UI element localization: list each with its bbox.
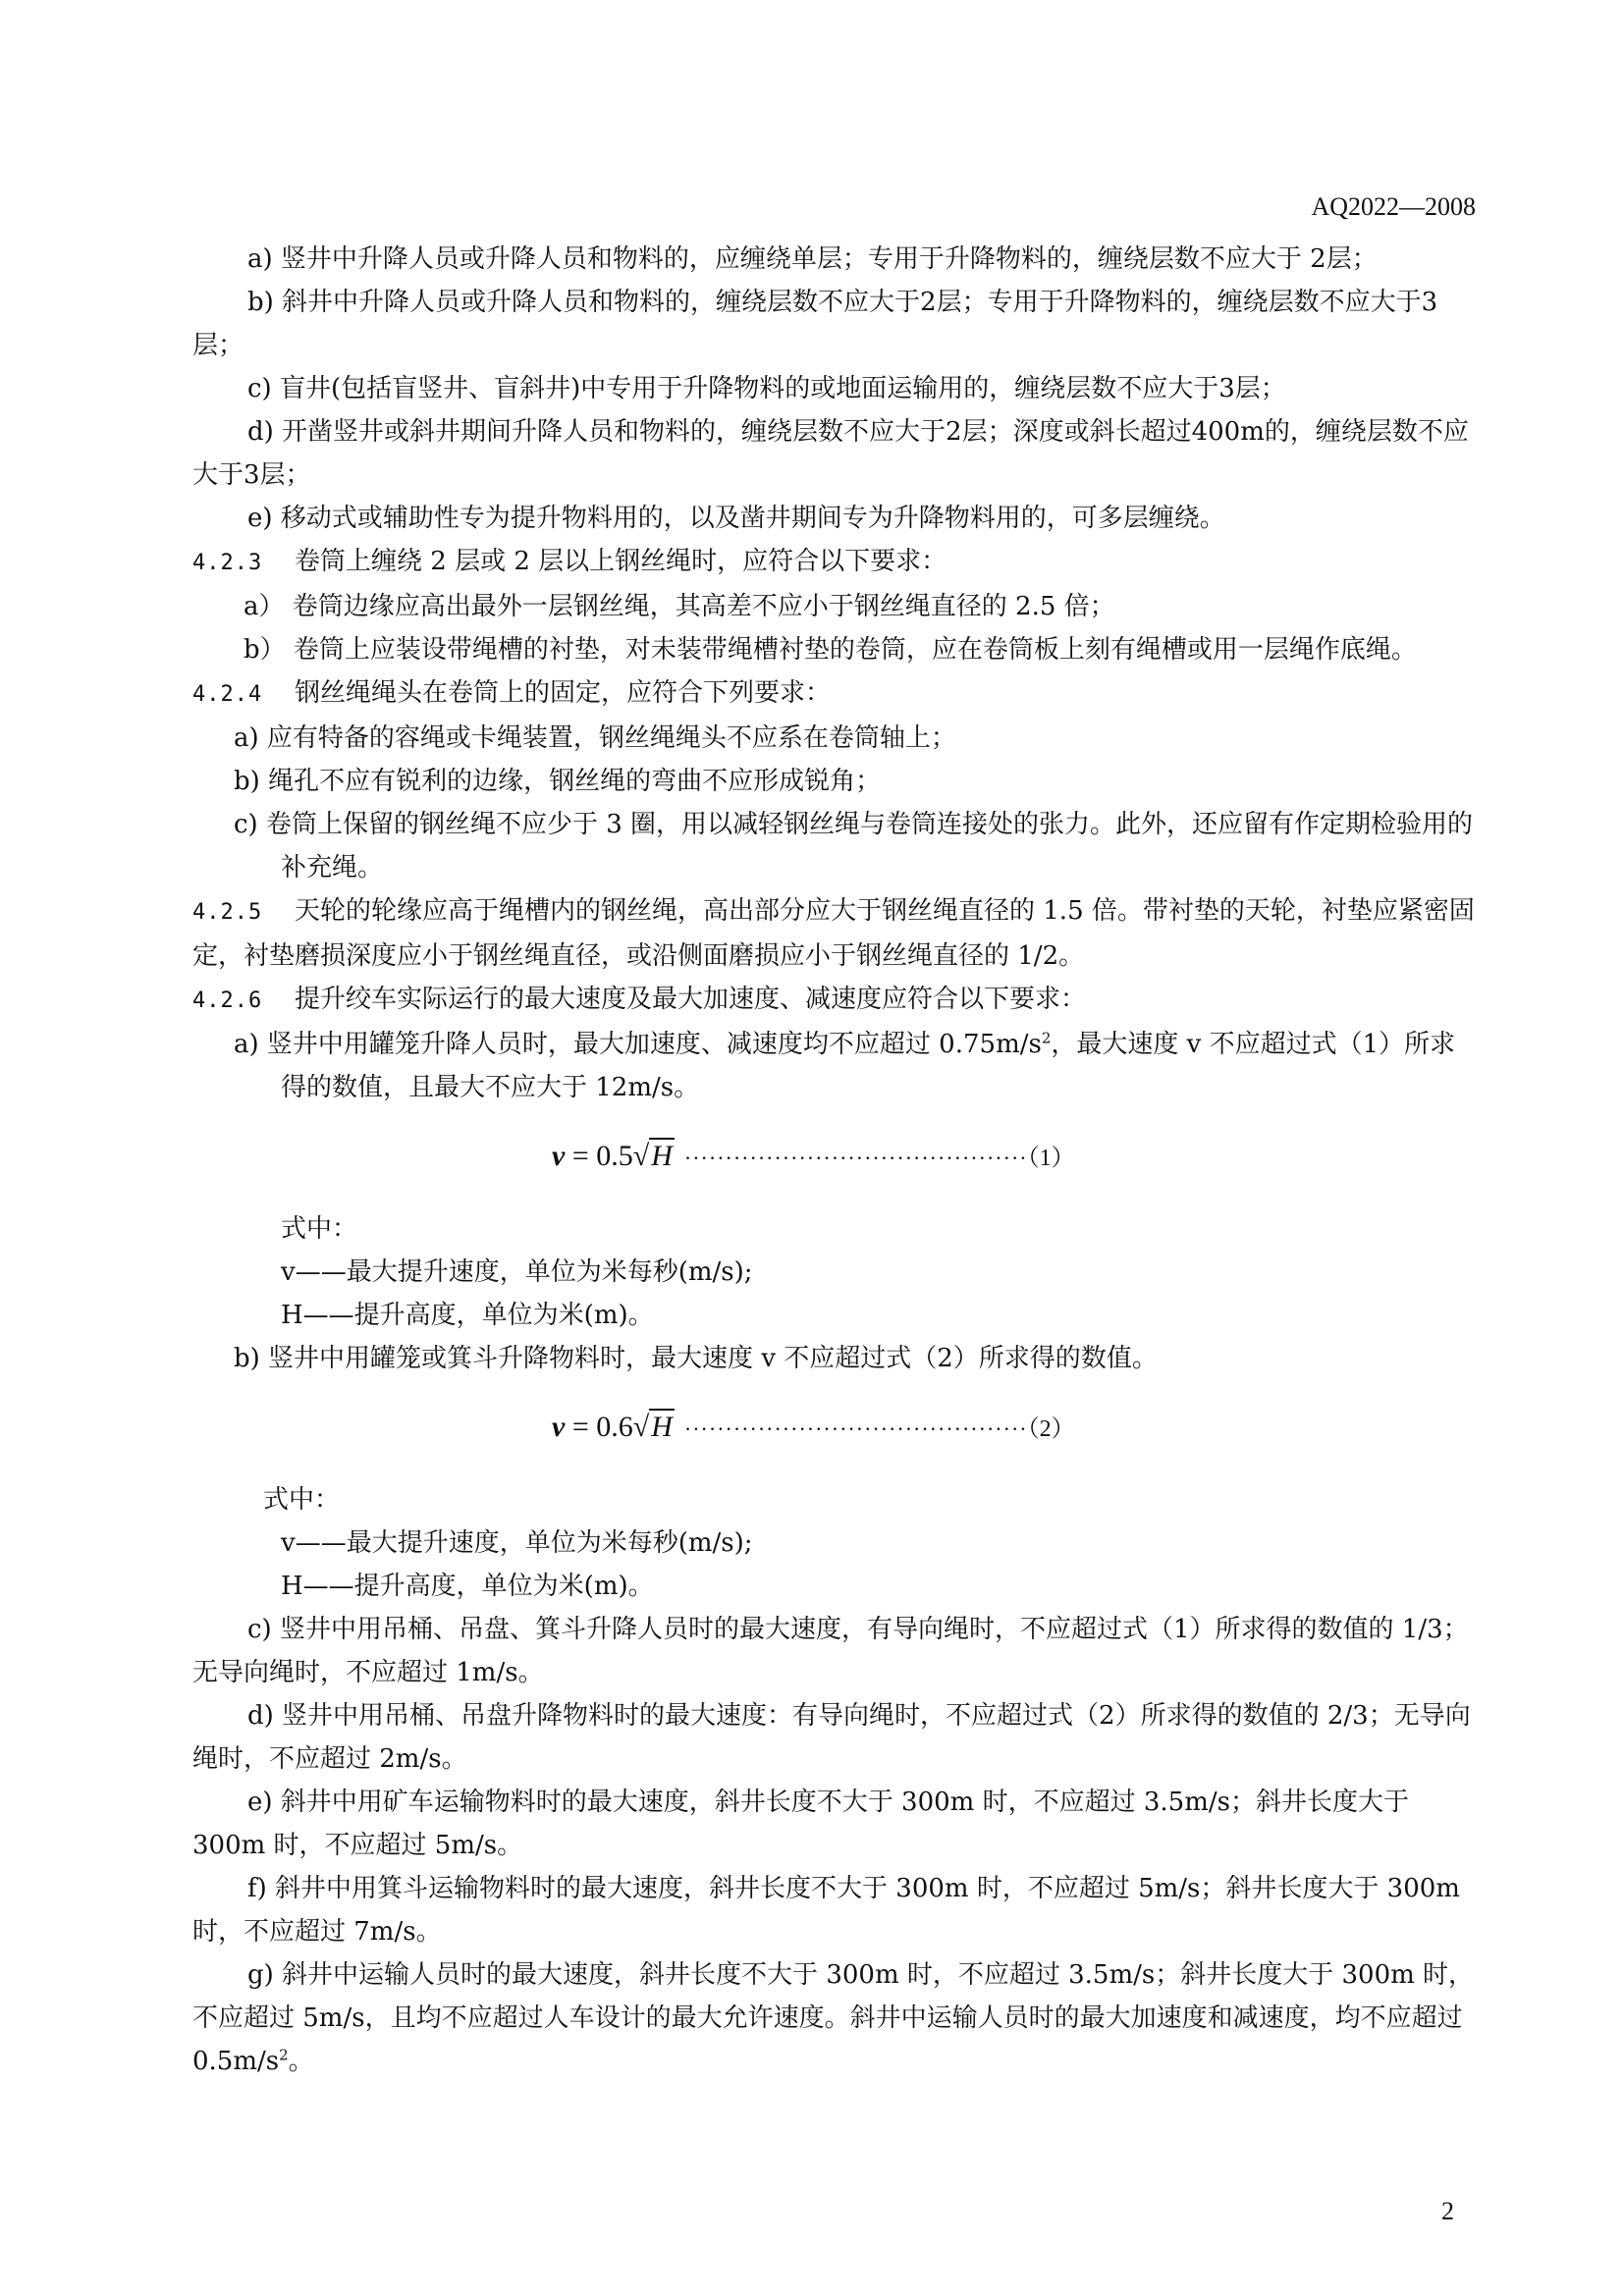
equation-number: （2） xyxy=(1027,1416,1075,1442)
formula-coefficient: = 0.6 xyxy=(565,1411,633,1443)
section-text: 卷筒上缠绕 2 层或 2 层以上钢丝绳时，应符合以下要求： xyxy=(295,547,947,576)
section-4-2-4 xyxy=(192,671,1477,717)
section-number: 4.2.3 xyxy=(192,551,263,575)
formula-radicand: H xyxy=(651,1411,673,1443)
list-item-speed-e: e) 斜井中用矿车运输物料时的最大速度，斜井长度不大于 300m 时，不应超过 3.5m/s；斜井长度大于 300m 时，不应超过 5m/s。 xyxy=(192,1788,1409,1860)
list-item xyxy=(192,628,1477,671)
formula-leader: ·········································· xyxy=(683,1416,1028,1441)
section-4-2-5 xyxy=(192,889,1477,978)
where-label: 式中： xyxy=(263,1485,341,1515)
paragraph-a-single-layer: a) 竖井中升降人员或升降人员和物料的，应缠绕单层；专用于升降物料的，缠绕层数不应大于 2层； xyxy=(247,244,1378,274)
list-label: a) xyxy=(234,723,259,753)
where-label: 式中： xyxy=(281,1214,358,1244)
document-code: AQ2022—2008 xyxy=(1311,192,1476,221)
list-label: b） xyxy=(243,635,286,665)
list-item-speed-d: d) 竖井中用吊桶、吊盘升降物料时的最大速度：有导向绳时，不应超过式（2）所求得的数值的 2/3；无导向绳时，不应超过 2m/s。 xyxy=(192,1701,1471,1774)
equation-number: （1） xyxy=(1027,1146,1075,1171)
list-item xyxy=(192,803,1477,889)
sqrt-symbol: √H xyxy=(632,1140,673,1172)
definition-v: v——最大提升速度，单位为米每秒(m/s); xyxy=(281,1257,753,1287)
sqrt-symbol: √H xyxy=(632,1411,673,1443)
list-item-speed-g xyxy=(192,1953,1477,2083)
formula-1 xyxy=(192,1131,1477,1184)
list-item xyxy=(192,760,1477,803)
formula-lhs: v xyxy=(552,1411,566,1443)
list-label: a) xyxy=(234,1030,259,1059)
paragraph-d-sinking: d) 开凿竖井或斜井期间升降人员和物料的，缠绕层数不应大于2层；深度或斜长超过400m的，缠绕层数不应大于3层； xyxy=(192,417,1469,490)
section-number: 4.2.4 xyxy=(192,682,263,707)
list-text: g) 斜井中运输人员时的最大速度，斜井长度不大于 300m 时，不应超过 3.5m/s；斜井长度大于 300m 时，不应超过 5m/s，且均不应超过人车设计的最大允许速度。斜井中运输人员时的最大加速度和减速度，均不应超过 0.5m/s xyxy=(192,1960,1475,2076)
list-text: 绳孔不应有锐利的边缘，钢丝绳的弯曲不应形成锐角； xyxy=(268,767,882,796)
definition-v: v——最大提升速度，单位为米每秒(m/s); xyxy=(281,1528,753,1558)
section-text: 天轮的轮缘应高于绳槽内的钢丝绳，高出部分应大于钢丝绳直径的 1.5 倍。带衬垫的天轮，衬垫应紧密固定，衬垫磨损深度应小于钢丝绳直径，或沿侧面磨损应小于钢丝绳直径的 1/2。 xyxy=(192,896,1475,971)
list-text: 卷筒上应装设带绳槽的衬垫，对未装带绳槽衬垫的卷筒，应在卷筒板上刻有绳槽或用一层绳作底绳。 xyxy=(293,635,1417,665)
list-item-speed-f: f) 斜井中用箕斗运输物料时的最大速度，斜井长度不大于 300m 时，不应超过 5m/s；斜井长度大于 300m 时，不应超过 7m/s。 xyxy=(192,1874,1460,1947)
list-text: 竖井中用罐笼升降人员时，最大加速度、减速度均不应超过 0.75m/s xyxy=(266,1030,1042,1059)
definition-h: H——提升高度，单位为米(m)。 xyxy=(281,1572,654,1601)
page-number: 2 xyxy=(1441,2197,1454,2225)
list-text-cont: 。 xyxy=(288,2047,314,2076)
formula-coefficient: = 0.5 xyxy=(565,1140,633,1172)
paragraph-e-multilayer: e) 移动式或辅助性专为提升物料用的，以及凿井期间专为升降物料用的，可多层缠绕。 xyxy=(247,504,1225,533)
section-4-2-6 xyxy=(192,978,1477,1023)
list-label: b) xyxy=(234,767,260,796)
list-text: 卷筒上保留的钢丝绳不应少于 3 圈，用以减轻钢丝绳与卷筒连接处的张力。此外，还应留有作定期检验用的补充绳。 xyxy=(265,810,1474,882)
list-item xyxy=(192,585,1477,628)
section-number: 4.2.6 xyxy=(192,988,263,1013)
list-item xyxy=(192,717,1477,760)
list-item-speed-a xyxy=(192,1023,1477,1109)
list-item-speed-c: c) 竖井中用吊桶、吊盘、箕斗升降人员时的最大速度，有导向绳时，不应超过式（1）所求得的数值的 1/3；无导向绳时，不应超过 1m/s。 xyxy=(192,1615,1469,1687)
section-text: 提升绞车实际运行的最大速度及最大加速度、减速度应符合以下要求： xyxy=(295,985,1087,1014)
section-text: 钢丝绳绳头在卷筒上的固定，应符合下列要求： xyxy=(295,678,832,708)
formula-leader: ·········································· xyxy=(683,1146,1028,1170)
list-text-cont: ，最大速度 v 不应超过式（1）所求得的数值，且最大不应大于 12m/s。 xyxy=(281,1030,1456,1102)
definition-h: H——提升高度，单位为米(m)。 xyxy=(281,1301,654,1330)
list-label: c) xyxy=(234,810,258,839)
paragraph-b-incline-layers: b) 斜井中升降人员或升降人员和物料的，缠绕层数不应大于2层；专用于升降物料的，缠绕层数不应大于3层； xyxy=(192,288,1438,360)
formula-2 xyxy=(192,1402,1477,1455)
list-item-speed-b: b) 竖井中用罐笼或箕斗升降物料时，最大速度 v 不应超过式（2）所求得的数值。 xyxy=(234,1344,1158,1373)
list-text: 应有特备的容绳或卡绳装置，钢丝绳绳头不应系在卷筒轴上； xyxy=(266,723,956,753)
superscript: 2 xyxy=(1041,1029,1052,1047)
superscript: 2 xyxy=(279,2046,289,2064)
paragraph-c-blind-shaft: c) 盲井(包括盲竖井、盲斜井)中专用于升降物料的或地面运输用的，缠绕层数不应大于3层； xyxy=(247,374,1286,403)
list-text: 卷筒边缘应高出最外一层钢丝绳，其高差不应小于钢丝绳直径的 2.5 倍； xyxy=(292,592,1115,621)
page-content xyxy=(192,238,1477,2083)
section-number: 4.2.5 xyxy=(192,900,263,925)
formula-lhs: v xyxy=(552,1140,566,1172)
formula-radicand: H xyxy=(651,1140,673,1172)
section-4-2-3 xyxy=(192,540,1477,585)
list-label: a） xyxy=(243,592,285,621)
